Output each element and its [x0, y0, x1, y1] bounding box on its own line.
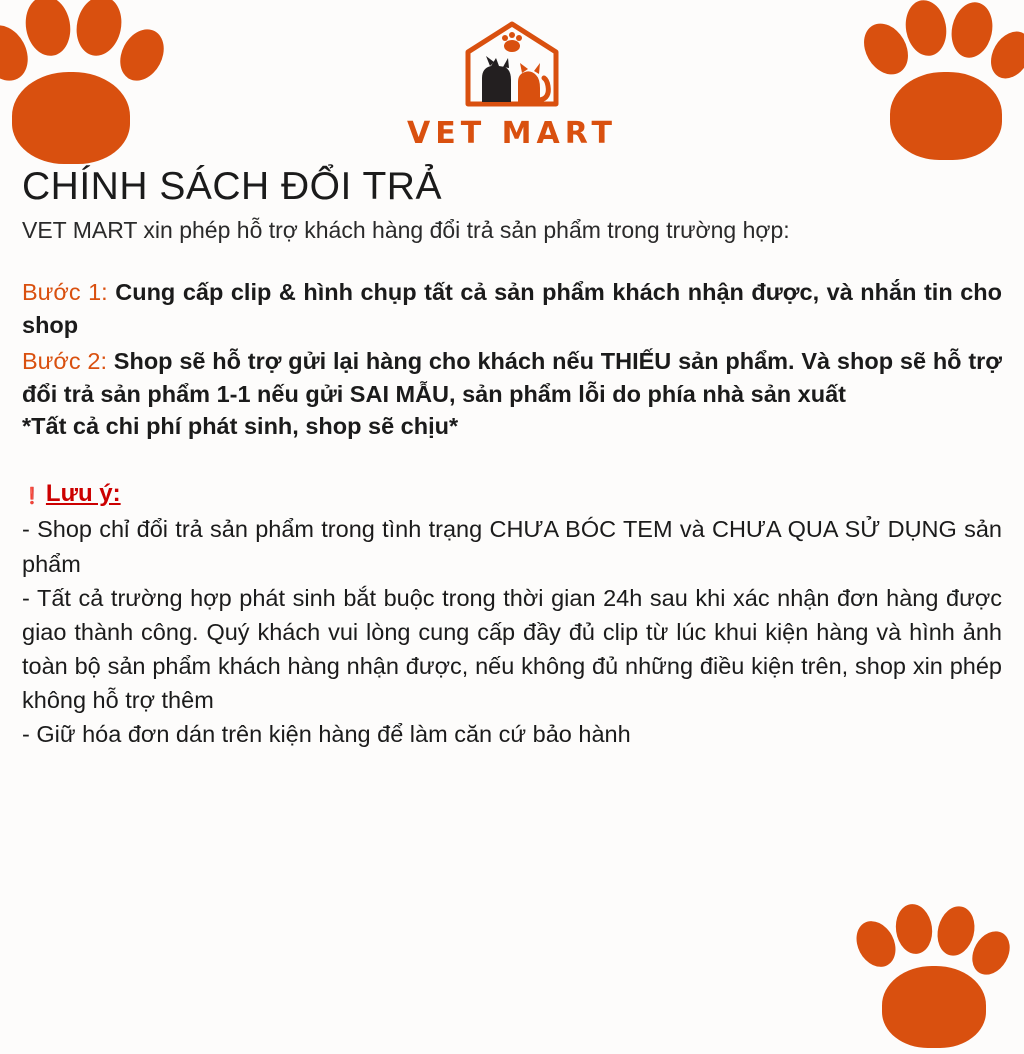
warning-heading: Lưu ý:	[45, 480, 121, 508]
cost-note: *Tất cả chi phí phát sinh, shop sẽ chịu*	[22, 413, 459, 440]
step-2-label: Bước 2:	[22, 347, 107, 374]
brand-name: VET MART	[407, 116, 617, 151]
page-title: CHÍNH SÁCH ĐỔI TRẢ	[22, 165, 442, 208]
policy-document	[22, 165, 1002, 751]
warning-heading-row	[22, 480, 1002, 512]
brand-logo	[0, 18, 1024, 151]
warning-item-2: - Tất cả trường hợp phát sinh bắt buộc trong thời gian 24h sau khi xác nhận đơn hàng được giao thành công. Quý khách vui lòng cung cấp đầy đủ clip từ lúc khui kiện hàng và hình ảnh toàn bộ sản phẩm khách hàng nhận được, nếu không đủ những điều kiện trên, shop xin phép không hỗ trợ thêm	[22, 584, 1002, 713]
paw-print-icon	[854, 904, 1014, 1054]
step-1	[22, 276, 1002, 343]
steps-section	[22, 276, 1002, 440]
step-1-label: Bước 1:	[22, 279, 108, 306]
intro-text: VET MART xin phép hỗ trợ khách hàng đổi trả sản phẩm trong trường hợp:	[22, 217, 790, 243]
step-2	[22, 345, 1002, 412]
step-2-text: Shop sẽ hỗ trợ gửi lại hàng cho khách nếu THIẾU sản phẩm. Và shop sẽ hỗ trợ đổi trả sản phẩm 1-1 nếu gửi SAI MẪU, sản phẩm lỗi do phía nhà sản xuất	[22, 347, 1003, 408]
warning-item-3: - Giữ hóa đơn dán trên kiện hàng để làm căn cứ bảo hành	[22, 720, 631, 747]
dog-cat-house-logo-icon	[452, 18, 572, 110]
warning-section	[22, 480, 1002, 750]
warning-item-1: - Shop chỉ đổi trả sản phẩm trong tình trạng CHƯA BÓC TEM và CHƯA QUA SỬ DỤNG sản phẩm	[22, 516, 1002, 577]
step-1-text: Cung cấp clip & hình chụp tất cả sản phẩm khách nhận được, và nhắn tin cho shop	[22, 279, 1002, 339]
exclamation-icon: ❗	[22, 486, 42, 506]
